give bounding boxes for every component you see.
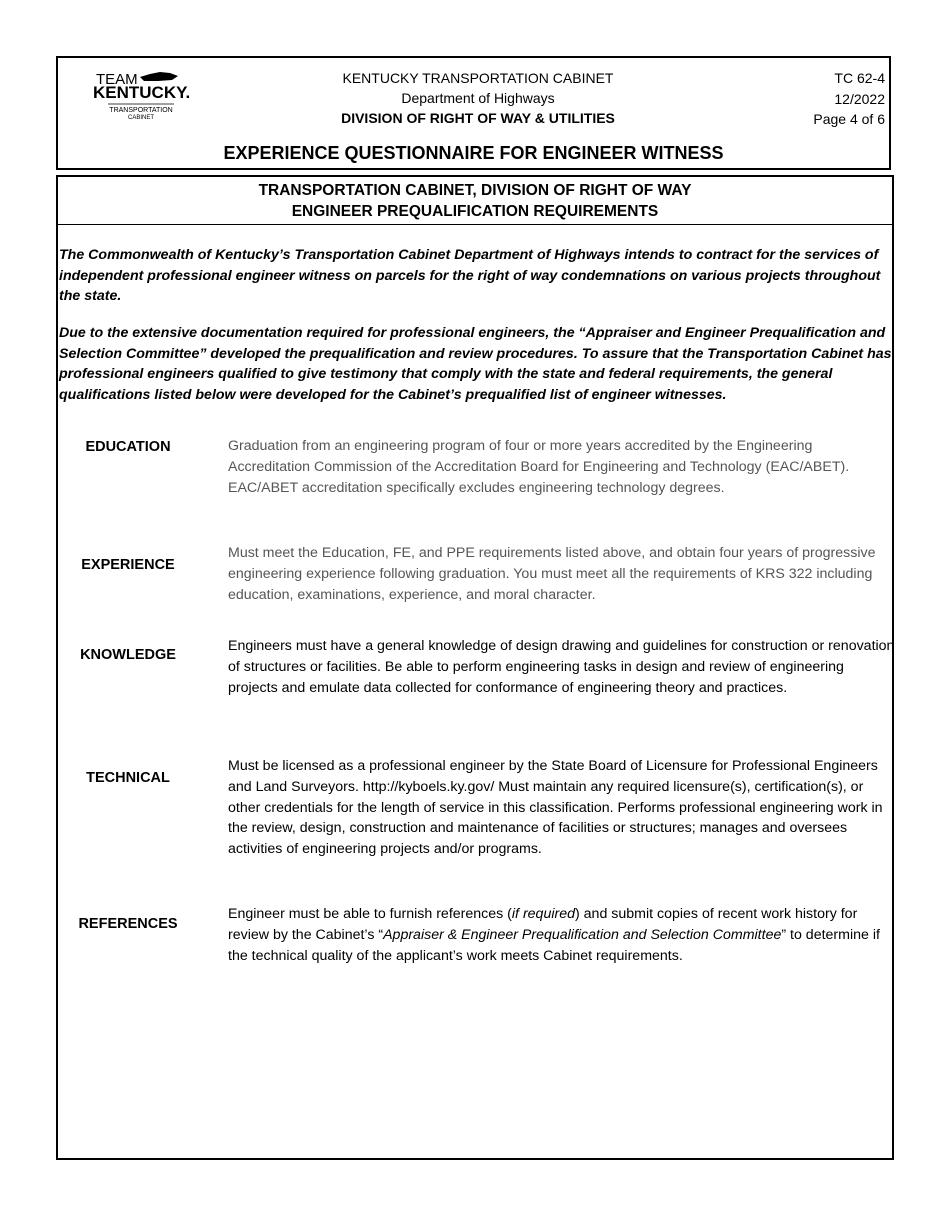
form-date: 12/2022 [834, 90, 885, 107]
form-title: EXPERIENCE QUESTIONNAIRE FOR ENGINEER WITNESS [223, 143, 724, 163]
agency-name: KENTUCKY TRANSPORTATION CABINET [342, 70, 614, 86]
svg-text:CABINET: CABINET [127, 115, 155, 121]
knowledge-label: KNOWLEDGE [80, 647, 176, 663]
experience-label: EXPERIENCE [81, 557, 175, 573]
knowledge-text: Engineers must have a general knowledge of design drawing and guidelines for construction or renovation of structures or facilities. Be able to perform engineering tasks in design and review of engineering projects and emulate data collected for conformance of engineering theory and practices. [228, 638, 895, 696]
svg-text:KENTUCKY.: KENTUCKY. [93, 83, 191, 102]
form-header [56, 56, 891, 170]
form-number: TC 62-4 [834, 70, 885, 86]
division-name: DIVISION OF RIGHT OF WAY & UTILITIES [341, 110, 615, 126]
technical-label: TECHNICAL [86, 770, 170, 786]
technical-text: Must be licensed as a professional engineer by the State Board of Licensure for Professional Engineers and Land Surveyors. http://kyboels.ky.gov/ Must maintain any required licensure(s), certification(s), or other credentials for the length of service in this classification. Performs professional engineering work in the review, design, construction and maintenance of facilities or structures; manages and oversees activities of engineering projects and/or programs. [228, 758, 883, 858]
page-number: Page 4 of 6 [813, 111, 885, 127]
intro-paragraph-1: The Commonwealth of Kentucky’s Transportation Cabinet Department of Highways intends to contract for the services of independent professional engineer witness on parcels for the right of way condemnations on various projects throughout the state. [59, 247, 881, 304]
svg-text:TEAM: TEAM [96, 71, 138, 88]
references-label: REFERENCES [78, 916, 178, 932]
requirements-section [56, 175, 894, 1160]
section-title [58, 177, 892, 225]
education-label: EDUCATION [85, 439, 171, 455]
svg-text:TRANSPORTATION: TRANSPORTATION [109, 107, 173, 114]
agency-block [308, 68, 648, 128]
form-id-block [813, 68, 885, 130]
section-title-line1: TRANSPORTATION CABINET, DIVISION OF RIGHT OF WAY [258, 182, 692, 199]
education-text: Graduation from an engineering program of four or more years accredited by the Engineering Accreditation Commission of the Accreditation Board for Engineering and Technology (EAC/ABET). EAC/ABET accreditation specifically excludes engineering technology degrees. [228, 438, 850, 496]
department-name: Department of Highways [401, 90, 555, 106]
experience-text: Must meet the Education, FE, and PPE requirements listed above, and obtain four years of progressive engineering experience following graduation. You must meet all the requirements of KRS 322 including education, examinations, experience, and moral character. [228, 545, 876, 603]
intro-paragraph-2: Due to the extensive documentation required for professional engineers, the “Appraiser and Engineer Prequalification and Selection Committee” developed the prequalification and review procedures. To assure that the Transportation Cabinet has professional engineers qualified to give testimony that comply with the state and federal requirements, the general qualifications listed below were developed for the Cabinet’s prequalified list of engineer witnesses. [59, 325, 892, 403]
team-kentucky-logo [86, 70, 196, 124]
section-title-line2: ENGINEER PREQUALIFICATION REQUIREMENTS [291, 203, 659, 220]
references-text: Engineer must be able to furnish references (if required) and submit copies of recent work history for review by the Cabinet’s “Appraiser & Engineer Prequalification and Selection Committee” to determine if the technical quality of the applicant’s work meets Cabinet requirements. [228, 906, 880, 964]
